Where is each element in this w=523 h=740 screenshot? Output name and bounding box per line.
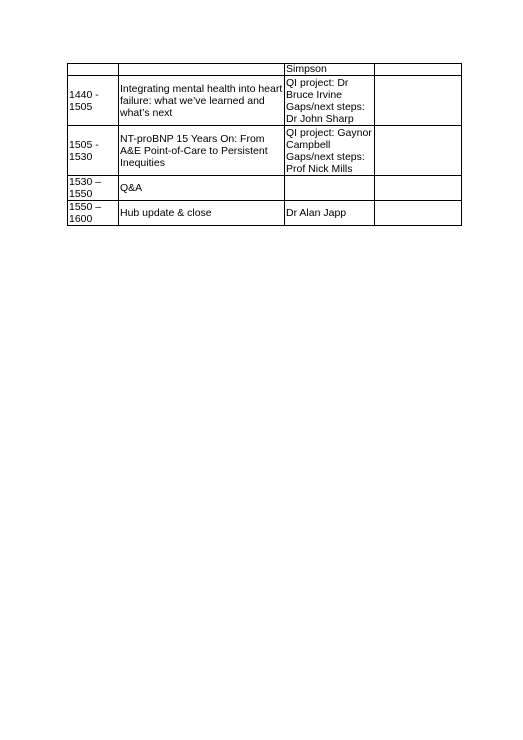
speaker-text: Simpson <box>286 63 327 75</box>
extra-cell <box>375 201 462 226</box>
time-text: 1550 – 1600 <box>69 201 102 225</box>
time-text: 1440 - 1505 <box>69 88 99 113</box>
table-row <box>68 176 462 201</box>
extra-cell <box>375 76 462 126</box>
title-text: Hub update & close <box>120 207 212 219</box>
title-cell <box>119 64 285 76</box>
agenda-table <box>67 63 462 226</box>
table-row <box>68 76 462 126</box>
extra-cell <box>375 126 462 176</box>
extra-cell <box>375 64 462 76</box>
time-cell <box>68 176 119 201</box>
speaker-text: QI project: Dr Bruce Irvine Gaps/next steps: Dr John Sharp <box>286 76 365 125</box>
time-cell <box>68 126 119 176</box>
time-text: 1505 - 1530 <box>69 138 99 163</box>
speaker-cell <box>285 201 375 226</box>
speaker-cell <box>285 126 375 176</box>
title-text: Q&A <box>120 182 143 194</box>
table-row <box>68 64 462 76</box>
time-cell <box>68 64 119 76</box>
time-cell <box>68 76 119 126</box>
title-text: NT-proBNP 15 Years On: From A&E Point-of-Care to Persistent Inequities <box>120 132 268 169</box>
table-row <box>68 126 462 176</box>
title-cell <box>119 126 285 176</box>
speaker-text: Dr Alan Japp <box>286 207 347 219</box>
extra-cell <box>375 176 462 201</box>
table-row <box>68 201 462 226</box>
time-cell <box>68 201 119 226</box>
title-cell <box>119 76 285 126</box>
speaker-cell <box>285 176 375 201</box>
speaker-cell <box>285 64 375 76</box>
speaker-cell <box>285 76 375 126</box>
title-text: Integrating mental health into heart failure: what we’ve learned and what’s next <box>120 82 283 119</box>
title-cell <box>119 176 285 201</box>
title-cell <box>119 201 285 226</box>
speaker-text: QI project: Gaynor Campbell Gaps/next steps: Prof Nick Mills <box>286 126 372 175</box>
time-text: 1530 – 1550 <box>69 176 102 200</box>
